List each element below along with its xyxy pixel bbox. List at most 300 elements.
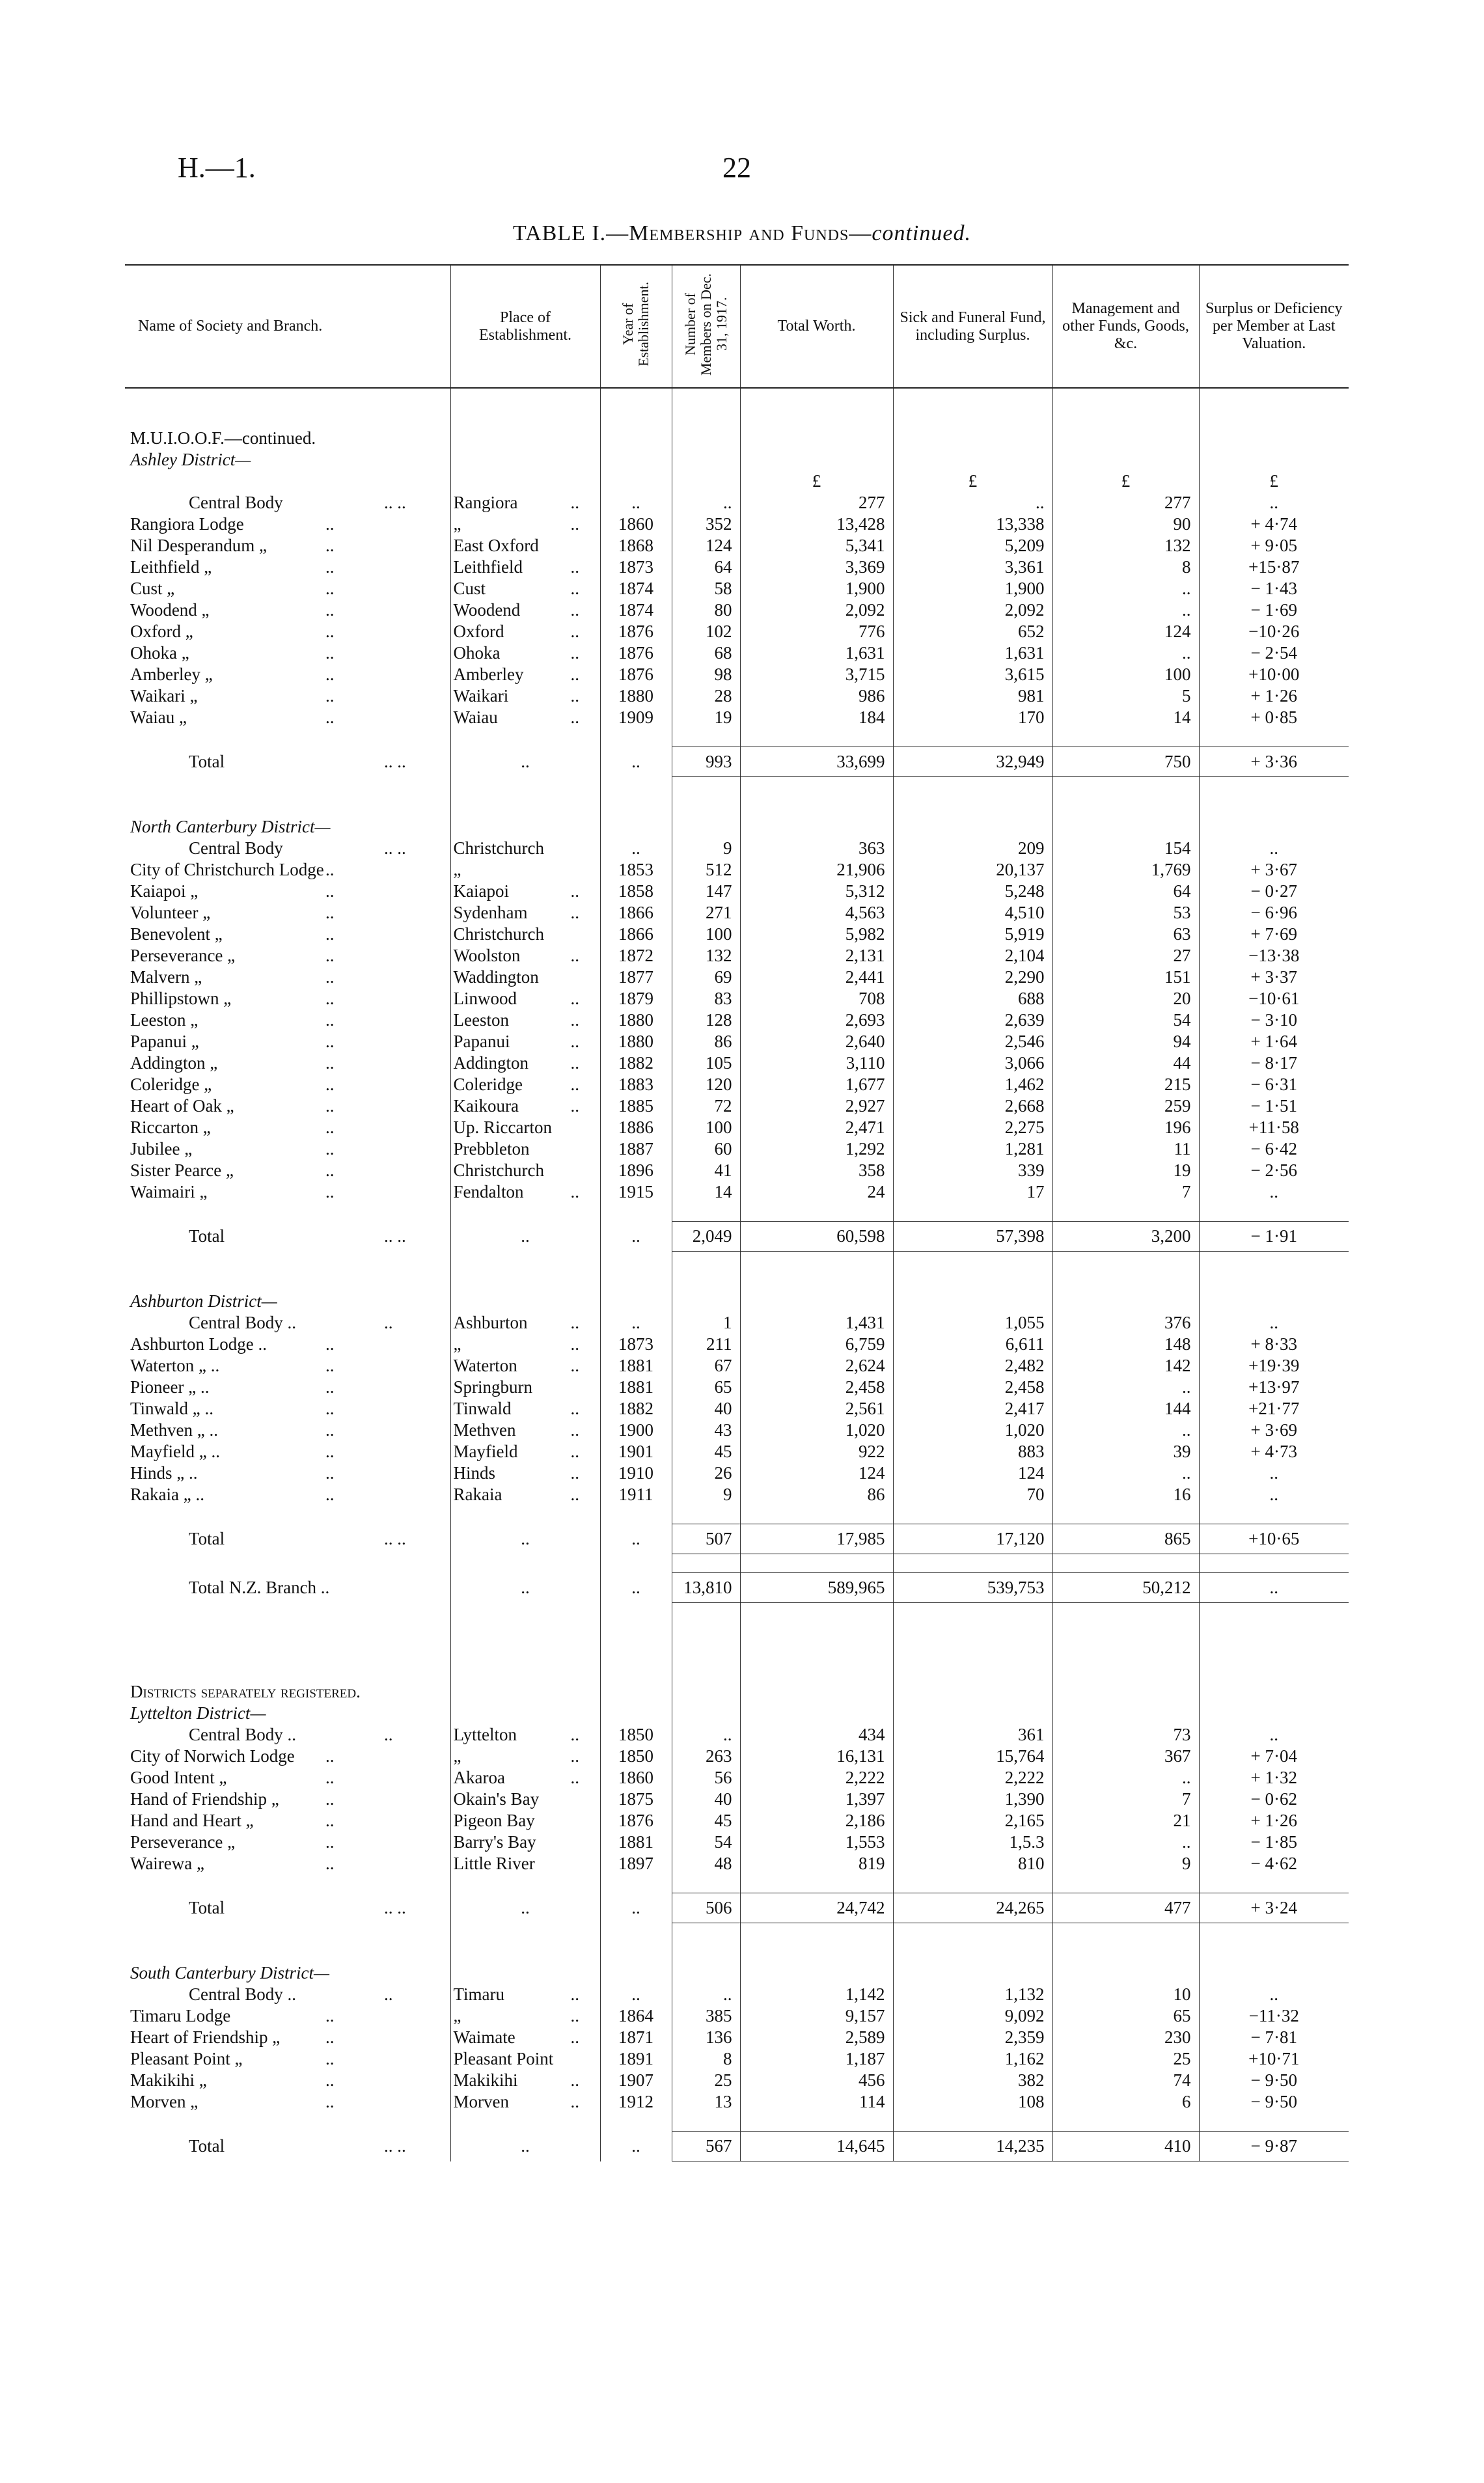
branch-name-text: Wairewa „ <box>130 1854 204 1873</box>
surplus-deficiency: +11·58 <box>1199 1117 1349 1138</box>
place-dots: .. <box>570 1032 579 1051</box>
empty-cell <box>1199 1603 1349 1643</box>
empty-cell <box>1199 728 1349 747</box>
empty-cell <box>893 728 1052 747</box>
branch-name <box>125 664 450 685</box>
members-count: 45 <box>672 1441 740 1462</box>
total-worth: 2,441 <box>740 967 893 988</box>
place-dots: .. <box>570 1420 579 1440</box>
empty-cell <box>125 388 450 428</box>
management-funds: 19 <box>1052 1160 1199 1181</box>
management-funds: 54 <box>1052 1009 1199 1031</box>
members-count: 80 <box>672 599 740 621</box>
members-count: 211 <box>672 1334 740 1355</box>
table-row <box>125 1789 1349 1810</box>
management-funds: 1,769 <box>1052 859 1199 881</box>
total-label <box>125 747 450 777</box>
year-established: 1858 <box>600 881 672 902</box>
branch-name-text: Timaru Lodge <box>130 2006 231 2025</box>
year-established: 1872 <box>600 945 672 967</box>
sick-funeral-fund: 170 <box>893 707 1052 728</box>
members-count: 56 <box>672 1767 740 1789</box>
surplus-deficiency: − 1·51 <box>1199 1095 1349 1117</box>
management-funds: 100 <box>1052 664 1199 685</box>
leader-dots: .. .. <box>384 751 406 771</box>
sick-funeral-fund: 981 <box>893 685 1052 707</box>
total-members: 13,810 <box>672 1573 740 1603</box>
leader-dots: .. <box>325 1053 335 1073</box>
place-of-establishment <box>450 838 600 859</box>
surplus-deficiency: − 6·31 <box>1199 1074 1349 1095</box>
management-funds: 277 <box>1052 492 1199 514</box>
empty-cell <box>450 1203 600 1222</box>
spacer-row <box>125 1505 1349 1524</box>
branch-name <box>125 514 450 535</box>
place-of-establishment <box>450 642 600 664</box>
year-established: .. <box>600 492 672 514</box>
total-surplus: + 3·24 <box>1199 1893 1349 1923</box>
place-text: Woolston <box>453 946 521 965</box>
place-of-establishment <box>450 2091 600 2113</box>
empty-cell <box>600 471 672 492</box>
total-row <box>125 1893 1349 1923</box>
year-established: 1881 <box>600 1377 672 1398</box>
branch-name <box>125 967 450 988</box>
management-funds: 73 <box>1052 1724 1199 1746</box>
separate-heading-row <box>125 1681 1349 1703</box>
empty-cell <box>1052 1681 1199 1703</box>
empty-cell <box>450 449 600 471</box>
empty-cell <box>1052 1203 1199 1222</box>
management-funds: 132 <box>1052 535 1199 556</box>
total-row <box>125 2132 1349 2161</box>
place-dots: .. <box>570 903 579 922</box>
place-of-establishment <box>450 535 600 556</box>
district-heading-row <box>125 1962 1349 1984</box>
table-row <box>125 514 1349 535</box>
empty-cell <box>672 1703 740 1724</box>
total-worth: 2,222 <box>740 1767 893 1789</box>
empty-cell <box>1052 1962 1199 1984</box>
district-heading: Lyttelton District— <box>130 1703 266 1723</box>
branch-name-text: Heart of Oak „ <box>130 1096 234 1116</box>
place-dots: .. <box>570 1399 579 1418</box>
empty-cell <box>125 1874 450 1893</box>
spacer-row <box>125 1554 1349 1573</box>
empty-cell <box>450 388 600 428</box>
place-of-establishment <box>450 2027 600 2048</box>
place-text: Pigeon Bay <box>453 1811 535 1830</box>
total-sick-sum: 32,949 <box>893 747 1052 777</box>
branch-name-text: Tinwald „ .. <box>130 1399 214 1418</box>
total-year: .. <box>600 1893 672 1923</box>
sick-funeral-fund: 15,764 <box>893 1746 1052 1767</box>
total-mgmt-sum: 477 <box>1052 1893 1199 1923</box>
page-number: 22 <box>722 152 751 184</box>
empty-cell <box>450 1681 600 1703</box>
table-row <box>125 1031 1349 1052</box>
empty-cell <box>740 728 893 747</box>
total-worth: 1,142 <box>740 1984 893 2005</box>
total-sick-sum: 17,120 <box>893 1524 1052 1554</box>
branch-name-text: Morven „ <box>130 2092 199 2111</box>
empty-cell <box>1052 449 1199 471</box>
management-funds: 215 <box>1052 1074 1199 1095</box>
place-text: Christchurch <box>453 1160 544 1180</box>
branch-name <box>125 1138 450 1160</box>
total-surplus: − 9·87 <box>1199 2132 1349 2161</box>
spacer-row <box>125 728 1349 747</box>
leader-dots: .. <box>325 924 335 944</box>
sick-funeral-fund: 2,275 <box>893 1117 1052 1138</box>
year-established: 1876 <box>600 621 672 642</box>
empty-cell <box>450 428 600 449</box>
leader-dots: .. .. <box>384 2135 406 2156</box>
leader-dots: .. <box>325 514 335 534</box>
empty-cell <box>893 1681 1052 1703</box>
management-funds: .. <box>1052 578 1199 599</box>
members-count: 83 <box>672 988 740 1009</box>
total-worth: 3,715 <box>740 664 893 685</box>
empty-cell <box>1199 449 1349 471</box>
branch-name-text: Waterton „ .. <box>130 1356 220 1375</box>
total-members: 506 <box>672 1893 740 1923</box>
total-worth: 86 <box>740 1484 893 1505</box>
total-worth: 9,157 <box>740 2005 893 2027</box>
total-worth: 2,693 <box>740 1009 893 1031</box>
total-worth: 922 <box>740 1441 893 1462</box>
sick-funeral-fund: 6,611 <box>893 1334 1052 1355</box>
total-year: .. <box>600 1524 672 1554</box>
year-established: 1877 <box>600 967 672 988</box>
table-row <box>125 1117 1349 1138</box>
branch-name-text: Riccarton „ <box>130 1118 211 1137</box>
empty-cell <box>125 1642 450 1681</box>
empty-cell <box>125 1923 450 1963</box>
total-place: .. <box>450 1222 600 1252</box>
year-established: 1909 <box>600 707 672 728</box>
year-established: 1853 <box>600 859 672 881</box>
branch-name <box>125 707 450 728</box>
sick-funeral-fund: 9,092 <box>893 2005 1052 2027</box>
leader-dots: .. <box>325 1746 335 1766</box>
place-text: Ashburton <box>453 1313 528 1332</box>
management-funds: 64 <box>1052 881 1199 902</box>
leader-dots: .. <box>325 1118 335 1137</box>
empty-cell <box>450 728 600 747</box>
branch-name-text: Central Body .. <box>189 1984 296 2004</box>
surplus-deficiency: + 3·67 <box>1199 859 1349 881</box>
spacer-row <box>125 1252 1349 1291</box>
total-worth: 5,341 <box>740 535 893 556</box>
district-heading: North Canterbury District— <box>130 817 331 836</box>
management-funds: 27 <box>1052 945 1199 967</box>
management-funds: 8 <box>1052 556 1199 578</box>
sick-funeral-fund: 382 <box>893 2070 1052 2091</box>
branch-name-text: Coleridge „ <box>130 1075 212 1094</box>
sick-funeral-fund: 1,5.3 <box>893 1831 1052 1853</box>
total-worth: 2,471 <box>740 1117 893 1138</box>
total-worth: 24 <box>740 1181 893 1203</box>
membership-funds-table <box>125 264 1349 2161</box>
place-text: Waimate <box>453 2027 515 2047</box>
total-worth: 358 <box>740 1160 893 1181</box>
year-established: 1881 <box>600 1355 672 1377</box>
empty-cell <box>1199 1505 1349 1524</box>
surplus-deficiency: −13·38 <box>1199 945 1349 967</box>
table-row <box>125 535 1349 556</box>
empty-cell <box>893 816 1052 838</box>
members-count: 41 <box>672 1160 740 1181</box>
management-funds: 10 <box>1052 1984 1199 2005</box>
management-funds: 148 <box>1052 1334 1199 1355</box>
management-funds: 65 <box>1052 2005 1199 2027</box>
empty-cell <box>600 1291 672 1312</box>
place-dots: .. <box>570 1356 579 1375</box>
surplus-deficiency: − 9·50 <box>1199 2091 1349 2113</box>
place-of-establishment <box>450 859 600 881</box>
empty-cell <box>1199 777 1349 817</box>
members-count: 100 <box>672 1117 740 1138</box>
management-funds: 142 <box>1052 1355 1199 1377</box>
year-established: 1897 <box>600 1853 672 1874</box>
empty-cell <box>740 1603 893 1643</box>
place-text: Okain's Bay <box>453 1789 540 1809</box>
total-year: .. <box>600 747 672 777</box>
table-title <box>0 221 1484 246</box>
members-count: 54 <box>672 1831 740 1853</box>
place-text: Christchurch <box>453 838 544 858</box>
branch-name <box>125 2027 450 2048</box>
empty-cell <box>740 1505 893 1524</box>
total-label <box>125 2132 450 2161</box>
total-worth: 114 <box>740 2091 893 2113</box>
branch-name-text: Ashburton Lodge .. <box>130 1334 267 1354</box>
branch-name-text: Woodend „ <box>130 600 210 620</box>
table-row <box>125 902 1349 924</box>
leader-dots: .. <box>325 1442 335 1461</box>
total-mgmt-sum: 50,212 <box>1052 1573 1199 1603</box>
empty-cell <box>1052 777 1199 817</box>
branch-name-text: Central Body <box>189 838 283 858</box>
branch-name-text: Hand of Friendship „ <box>130 1789 279 1809</box>
year-established: 1887 <box>600 1138 672 1160</box>
district-heading-row <box>125 449 1349 471</box>
total-label <box>125 1524 450 1554</box>
sick-funeral-fund: .. <box>893 492 1052 514</box>
management-funds: .. <box>1052 1767 1199 1789</box>
total-worth: 456 <box>740 2070 893 2091</box>
surplus-deficiency: .. <box>1199 1724 1349 1746</box>
year-established: 1883 <box>600 1074 672 1095</box>
management-funds: 7 <box>1052 1181 1199 1203</box>
branch-name-text: Pleasant Point „ <box>130 2049 243 2068</box>
place-of-establishment <box>450 578 600 599</box>
year-established: 1873 <box>600 556 672 578</box>
place-text: Pleasant Point <box>453 2049 554 2068</box>
branch-name <box>125 599 450 621</box>
management-funds: 144 <box>1052 1398 1199 1420</box>
leader-dots: .. <box>325 579 335 598</box>
surplus-deficiency: +15·87 <box>1199 556 1349 578</box>
empty-cell <box>1052 2113 1199 2132</box>
sick-funeral-fund: 5,248 <box>893 881 1052 902</box>
surplus-deficiency: .. <box>1199 1462 1349 1484</box>
leader-dots: .. <box>325 989 335 1008</box>
table-row <box>125 1095 1349 1117</box>
members-count: 136 <box>672 2027 740 2048</box>
place-dots: .. <box>570 1010 579 1030</box>
empty-cell <box>450 1554 600 1573</box>
empty-cell <box>672 1962 740 1984</box>
total-label-text: Total <box>189 1897 225 1917</box>
branch-name-text: Oxford „ <box>130 622 193 641</box>
place-text: East Oxford <box>453 536 539 555</box>
total-label <box>125 1893 450 1923</box>
place-text: Cust <box>453 579 486 598</box>
leader-dots: .. <box>325 1832 335 1852</box>
sick-funeral-fund: 2,222 <box>893 1767 1052 1789</box>
leader-dots: .. <box>325 1139 335 1159</box>
branch-name-text: Volunteer „ <box>130 903 211 922</box>
empty-cell <box>672 777 740 817</box>
branch-name <box>125 1377 450 1398</box>
leader-dots: .. <box>325 1334 335 1354</box>
place-text: Makikihi <box>453 2070 518 2090</box>
surplus-deficiency: + 7·69 <box>1199 924 1349 945</box>
leader-dots: .. <box>325 1485 335 1504</box>
place-text: Sydenham <box>453 903 528 922</box>
surplus-deficiency: + 4·73 <box>1199 1441 1349 1462</box>
place-of-establishment <box>450 707 600 728</box>
branch-name-text: Kaiapoi „ <box>130 881 199 901</box>
empty-cell <box>600 1252 672 1291</box>
empty-cell <box>893 1874 1052 1893</box>
members-count: 64 <box>672 556 740 578</box>
leader-dots: .. <box>325 600 335 620</box>
empty-cell <box>893 388 1052 428</box>
sick-funeral-fund: 652 <box>893 621 1052 642</box>
table-row <box>125 1831 1349 1853</box>
branch-name-text: Benevolent „ <box>130 924 223 944</box>
table-row <box>125 492 1349 514</box>
empty-cell <box>893 1603 1052 1643</box>
empty-cell <box>740 449 893 471</box>
sick-funeral-fund: 124 <box>893 1462 1052 1484</box>
sick-funeral-fund: 2,092 <box>893 599 1052 621</box>
empty-cell <box>600 1554 672 1573</box>
spacer-row <box>125 1603 1349 1643</box>
place-of-establishment <box>450 1746 600 1767</box>
branch-name <box>125 1160 450 1181</box>
year-established: .. <box>600 1312 672 1334</box>
management-funds: 39 <box>1052 1441 1199 1462</box>
place-of-establishment <box>450 1462 600 1484</box>
total-members: 507 <box>672 1524 740 1554</box>
total-label-text: Total <box>189 751 225 771</box>
place-text: Barry's Bay <box>453 1832 536 1852</box>
col-header-members-text: Number of Members on Dec. 31, 1917. <box>681 273 730 376</box>
sick-funeral-fund: 2,482 <box>893 1355 1052 1377</box>
branch-name-text: Waiau „ <box>130 707 187 727</box>
table-title-main: TABLE I.— <box>513 221 629 245</box>
place-of-establishment <box>450 514 600 535</box>
empty-cell <box>893 428 1052 449</box>
surplus-deficiency: +10·71 <box>1199 2048 1349 2070</box>
total-worth: 986 <box>740 685 893 707</box>
management-funds: .. <box>1052 1377 1199 1398</box>
place-of-establishment <box>450 556 600 578</box>
year-established: 1876 <box>600 1810 672 1831</box>
empty-cell <box>893 2113 1052 2132</box>
empty-cell <box>740 1962 893 1984</box>
branch-name-text: Rakaia „ .. <box>130 1485 204 1504</box>
table-row <box>125 838 1349 859</box>
members-count: 147 <box>672 881 740 902</box>
empty-cell <box>672 1874 740 1893</box>
place-of-establishment <box>450 1810 600 1831</box>
surplus-deficiency: − 3·10 <box>1199 1009 1349 1031</box>
place-of-establishment <box>450 1052 600 1074</box>
leader-dots: .. <box>325 903 335 922</box>
leader-dots: .. <box>325 1356 335 1375</box>
spacer-row <box>125 388 1349 428</box>
empty-cell <box>450 777 600 817</box>
place-text: Little River <box>453 1854 535 1873</box>
empty-cell <box>740 1291 893 1312</box>
empty-cell <box>1199 1681 1349 1703</box>
place-of-establishment <box>450 1484 600 1505</box>
place-of-establishment <box>450 2005 600 2027</box>
total-row <box>125 1524 1349 1554</box>
place-of-establishment <box>450 2048 600 2070</box>
branch-name-text: Methven „ .. <box>130 1420 218 1440</box>
total-members: 567 <box>672 2132 740 2161</box>
place-dots: .. <box>570 579 579 598</box>
branch-name-text: Waikari „ <box>130 686 198 706</box>
table-row <box>125 881 1349 902</box>
branch-name <box>125 838 450 859</box>
members-count: 68 <box>672 642 740 664</box>
sick-funeral-fund: 5,919 <box>893 924 1052 945</box>
total-members: 2,049 <box>672 1222 740 1252</box>
table-row <box>125 2005 1349 2027</box>
place-text: Kaiapoi <box>453 881 509 901</box>
empty-cell <box>1052 1291 1199 1312</box>
empty-cell <box>672 2113 740 2132</box>
place-dots: .. <box>570 1096 579 1116</box>
place-text: Papanui <box>453 1032 510 1051</box>
empty-cell <box>740 428 893 449</box>
members-count: 60 <box>672 1138 740 1160</box>
empty-cell <box>672 1505 740 1524</box>
branch-name-text: Amberley „ <box>130 665 213 684</box>
spacer-row <box>125 1203 1349 1222</box>
members-count: 65 <box>672 1377 740 1398</box>
sick-funeral-fund: 2,458 <box>893 1377 1052 1398</box>
members-count: 102 <box>672 621 740 642</box>
empty-cell <box>740 1642 893 1681</box>
surplus-deficiency: − 0·62 <box>1199 1789 1349 1810</box>
empty-cell <box>1199 1962 1349 1984</box>
place-text: Oxford <box>453 622 504 641</box>
branch-name-text: Perseverance „ <box>130 946 236 965</box>
table-row <box>125 2070 1349 2091</box>
leader-dots: .. <box>325 1182 335 1201</box>
total-worth-sum: 589,965 <box>740 1573 893 1603</box>
leader-dots: .. <box>325 1399 335 1418</box>
empty-cell <box>1052 1554 1199 1573</box>
